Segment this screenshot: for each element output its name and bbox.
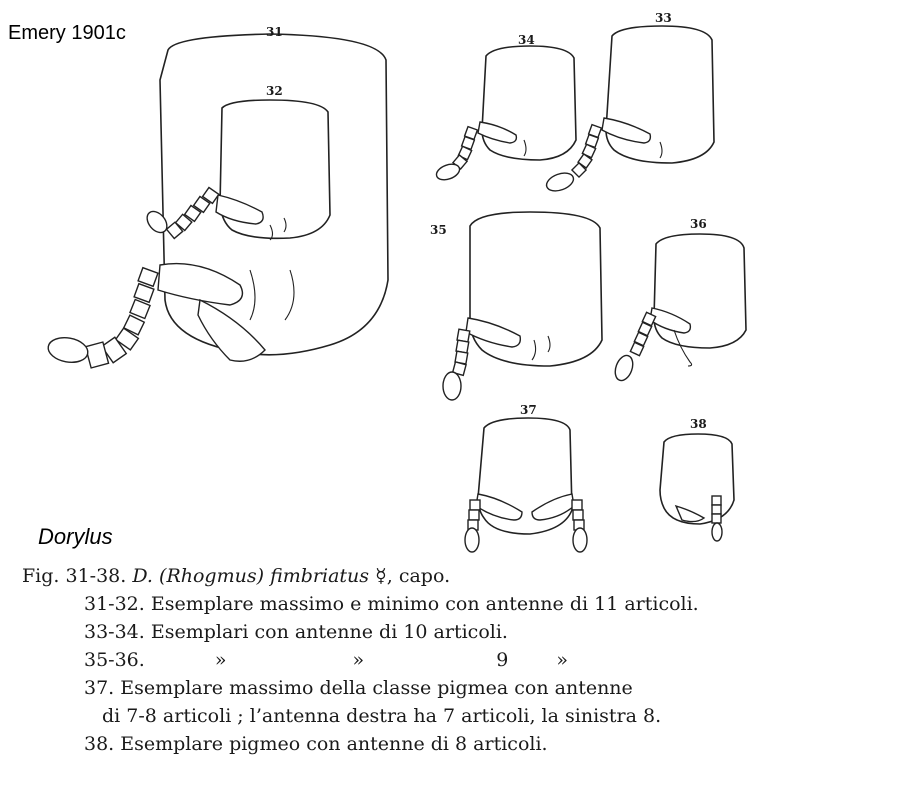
figure-37-head bbox=[465, 418, 587, 552]
figure-38-head bbox=[660, 434, 734, 541]
figure-36-head bbox=[612, 234, 746, 383]
caption-line-2: 31-32. Esemplare massimo e minimo con antenne di 11 articoli. bbox=[84, 593, 699, 615]
figure-34-head bbox=[434, 46, 576, 183]
figure-37-antenna-right bbox=[572, 500, 587, 552]
figure-37-antenna-left bbox=[465, 500, 480, 552]
caption-line-3: 33-34. Esemplari con antenne di 10 articoli. bbox=[84, 621, 508, 643]
figure-number-38: 38 bbox=[690, 417, 707, 431]
figure-number-37: 37 bbox=[520, 403, 537, 417]
figure-number-34: 34 bbox=[518, 33, 535, 47]
caption-line-1: Fig. 31-38. D. (Rhogmus) fimbriatus ☿, capo. bbox=[22, 565, 451, 587]
figure-36-antenna bbox=[612, 312, 656, 383]
figure-number-35: 35 bbox=[430, 223, 447, 237]
figure-35-head bbox=[443, 212, 602, 400]
worker-symbol: ☿ bbox=[375, 565, 387, 587]
figure-34-antenna bbox=[434, 127, 477, 183]
figure-32-antenna bbox=[143, 187, 219, 238]
caption-line-5: 37. Esemplare massimo della classe pigmea con antenne bbox=[84, 677, 633, 699]
figure-33-antenna bbox=[544, 125, 601, 195]
source-label: Emery 1901c bbox=[8, 22, 126, 44]
figure-number-36: 36 bbox=[690, 217, 707, 231]
figure-32-small-head bbox=[143, 100, 330, 240]
figure-caption bbox=[22, 562, 892, 758]
figure-number-33: 33 bbox=[655, 11, 672, 25]
caption-line-6: di 7-8 articoli ; l’antenna destra ha 7 articoli, la sinistra 8. bbox=[102, 705, 662, 727]
figure-number-31: 31 bbox=[266, 25, 283, 39]
figure-35-antenna bbox=[443, 329, 470, 400]
caption-line-7: 38. Esemplare pigmeo con antenne di 8 articoli. bbox=[84, 733, 548, 755]
figure-31-antenna bbox=[46, 268, 158, 368]
figure-33-head bbox=[544, 26, 714, 194]
figure-38-antenna bbox=[712, 496, 722, 541]
figure-number-32: 32 bbox=[266, 84, 283, 98]
caption-line-4: 35-36. » » 9 » bbox=[84, 649, 568, 671]
genus-label: Dorylus bbox=[38, 524, 113, 549]
